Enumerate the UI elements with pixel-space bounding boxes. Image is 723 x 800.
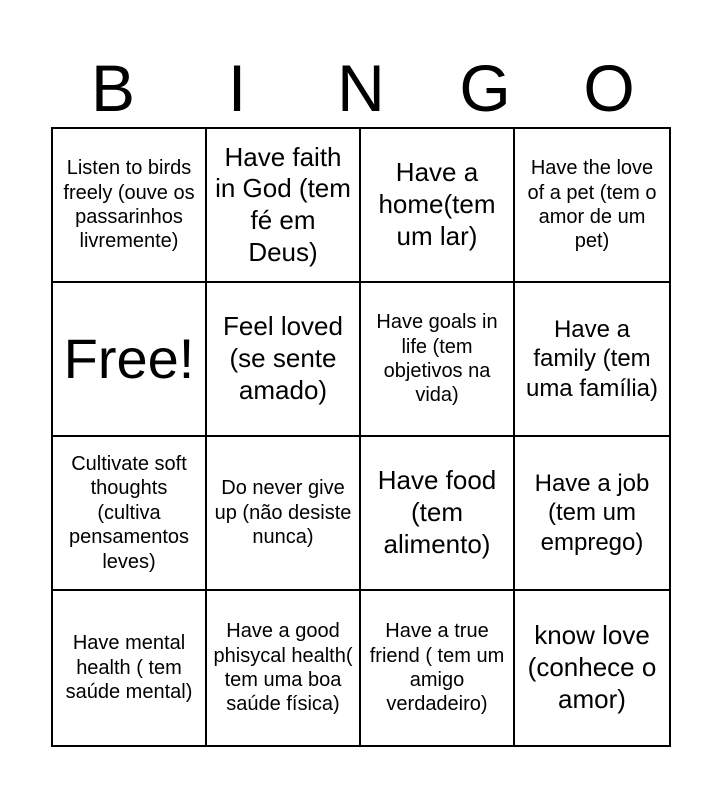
bingo-cell[interactable] [361, 437, 515, 591]
bingo-cell[interactable] [361, 129, 515, 283]
bingo-cell-text: Have a family (tem uma família) [525, 316, 659, 402]
header-letter-b: B [90, 51, 136, 125]
bingo-cell-text: Have food (tem alimento) [377, 465, 497, 559]
bingo-cell-text: know love (conhece o amor) [527, 620, 657, 714]
bingo-cell-text: Have faith in God (tem fé em Deus) [215, 141, 351, 267]
header-letter-n: N [337, 51, 385, 125]
bingo-cell-text: Have a job (tem um emprego) [534, 470, 650, 556]
bingo-cell-text: Cultivate soft thoughts (cultiva pensamentos leves) [68, 453, 190, 573]
bingo-cell-text: Have the love of a pet (tem o amor de um pet) [527, 157, 657, 253]
bingo-cell[interactable] [207, 591, 361, 745]
bingo-cell[interactable] [515, 283, 669, 437]
bingo-cell-text: Have a true friend ( tem um amigo verdadeiro) [369, 620, 505, 716]
bingo-cell[interactable] [207, 129, 361, 283]
bingo-cell-text: Do never give up (não desiste nunca) [214, 477, 352, 549]
bingo-cell-text: Have goals in life (tem objetivos na vida) [376, 311, 498, 407]
bingo-cell[interactable] [207, 437, 361, 591]
bingo-cell-free[interactable] [53, 283, 207, 437]
header-letter-i: I [227, 51, 247, 125]
bingo-cell[interactable] [515, 437, 669, 591]
bingo-cell[interactable] [53, 129, 207, 283]
bingo-board [51, 127, 671, 747]
bingo-cell[interactable] [361, 283, 515, 437]
bingo-cell-text: Have mental health ( tem saúde mental) [65, 632, 193, 704]
bingo-cell[interactable] [361, 591, 515, 745]
bingo-cell[interactable] [515, 129, 669, 283]
bingo-cell[interactable] [53, 591, 207, 745]
header-letter-o: O [583, 51, 635, 125]
bingo-cell-text: Listen to birds freely (ouve os passarinhos livremente) [63, 157, 195, 253]
bingo-header [51, 48, 671, 128]
bingo-cell[interactable] [515, 591, 669, 745]
bingo-cell-text: Feel loved (se sente amado) [223, 311, 343, 405]
bingo-cell-text: Have a home(tem um lar) [378, 157, 496, 251]
bingo-cell[interactable] [207, 283, 361, 437]
bingo-cell[interactable] [53, 437, 207, 591]
free-space-label: Free! [63, 327, 195, 390]
bingo-cell-text: Have a good phisycal health( tem uma boa saúde física) [213, 620, 353, 716]
header-letter-g: G [459, 51, 511, 125]
